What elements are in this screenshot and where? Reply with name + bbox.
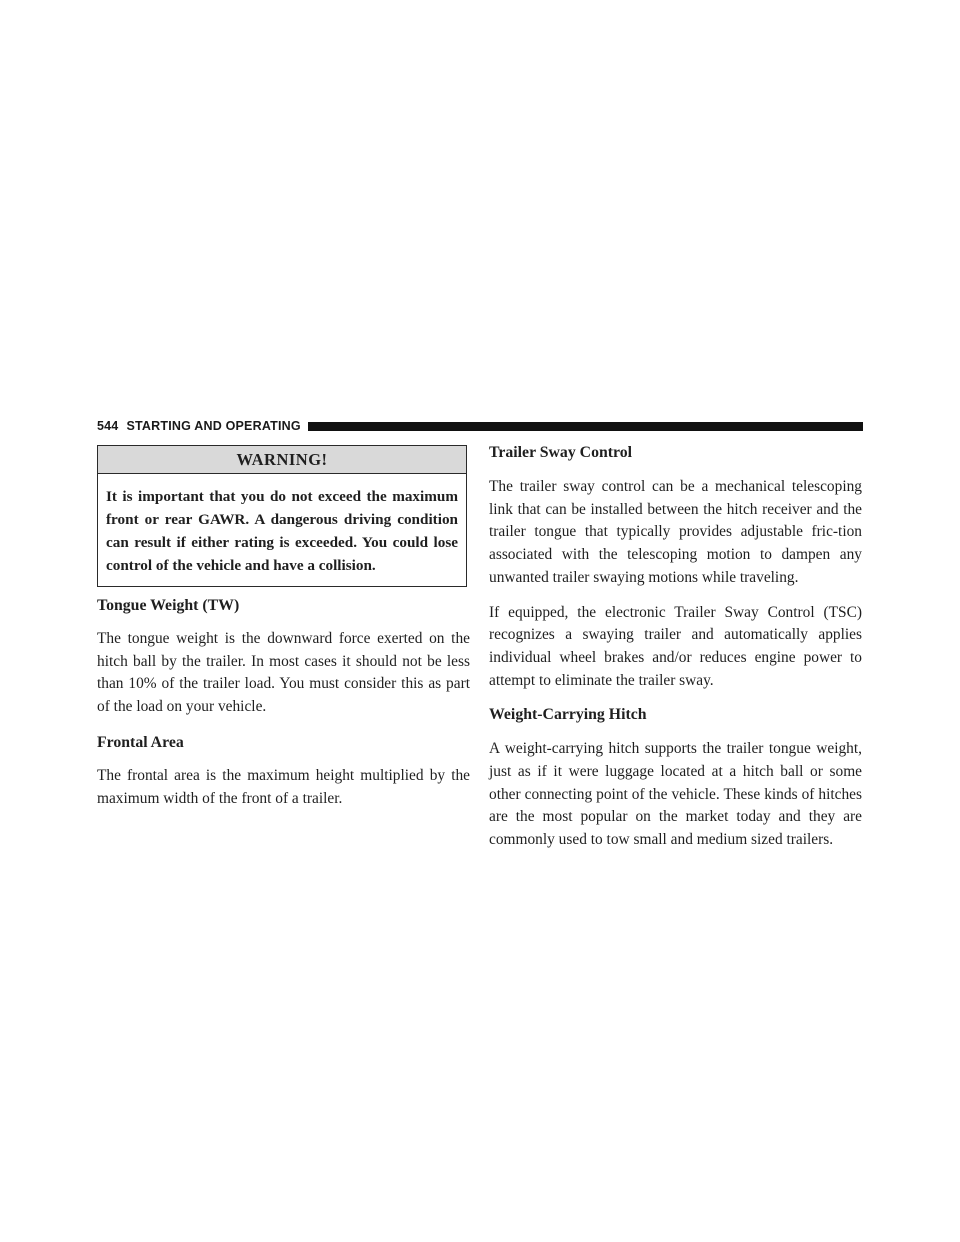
weight-carrying-hitch-heading: Weight-Carrying Hitch [489,706,647,724]
right-column [489,445,862,852]
section-title: STARTING AND OPERATING [126,419,301,433]
warning-text: It is important that you do not exceed the maximum front or rear GAWR. A dangerous driving condition can result if either rating is exceeded. You could lose control of the vehicle and have a collision. [106,488,458,574]
tongue-weight-paragraph: The tongue weight is the downward force exerted on the hitch ball by the trailer. In most cases it should not be less than 10% of the trailer load. You must consider this as part of the load on your vehicle. [97,630,470,716]
tongue-weight-heading: Tongue Weight (TW) [97,597,240,614]
frontal-area-heading: Frontal Area [97,733,184,751]
tsc-paragraph: If equipped, the electronic Trailer Sway Control (TSC) recognizes a swaying trailer and automatically applies individual wheel brakes and/or reduces engine power to attempt to eliminate the trailer sway. [489,603,862,689]
left-column [97,445,470,810]
page-header [97,415,863,437]
trailer-sway-paragraph: The trailer sway control can be a mechanical telescoping link that can be installed between the hitch receiver and the trailer tongue that typically provides adjustable fric-tion associated with the telescoping motion to dampen any unwanted trailer swaying motions while traveling. [489,478,862,586]
header-rule [308,422,863,431]
warning-title: WARNING! [98,446,466,474]
page-number: 544 [97,419,119,433]
trailer-sway-heading: Trailer Sway Control [489,444,633,461]
weight-carrying-hitch-paragraph: A weight-carrying hitch supports the trailer tongue weight, just as if it were luggage located at a hitch ball or some other connecting point of the vehicle. These kinds of hitches are the most popular on the market today and they are commonly used to tow small and medium sized trailers. [489,740,862,849]
frontal-area-paragraph: The frontal area is the maximum height multiplied by the maximum width of the front of a trailer. [97,766,470,807]
warning-box [97,445,467,587]
